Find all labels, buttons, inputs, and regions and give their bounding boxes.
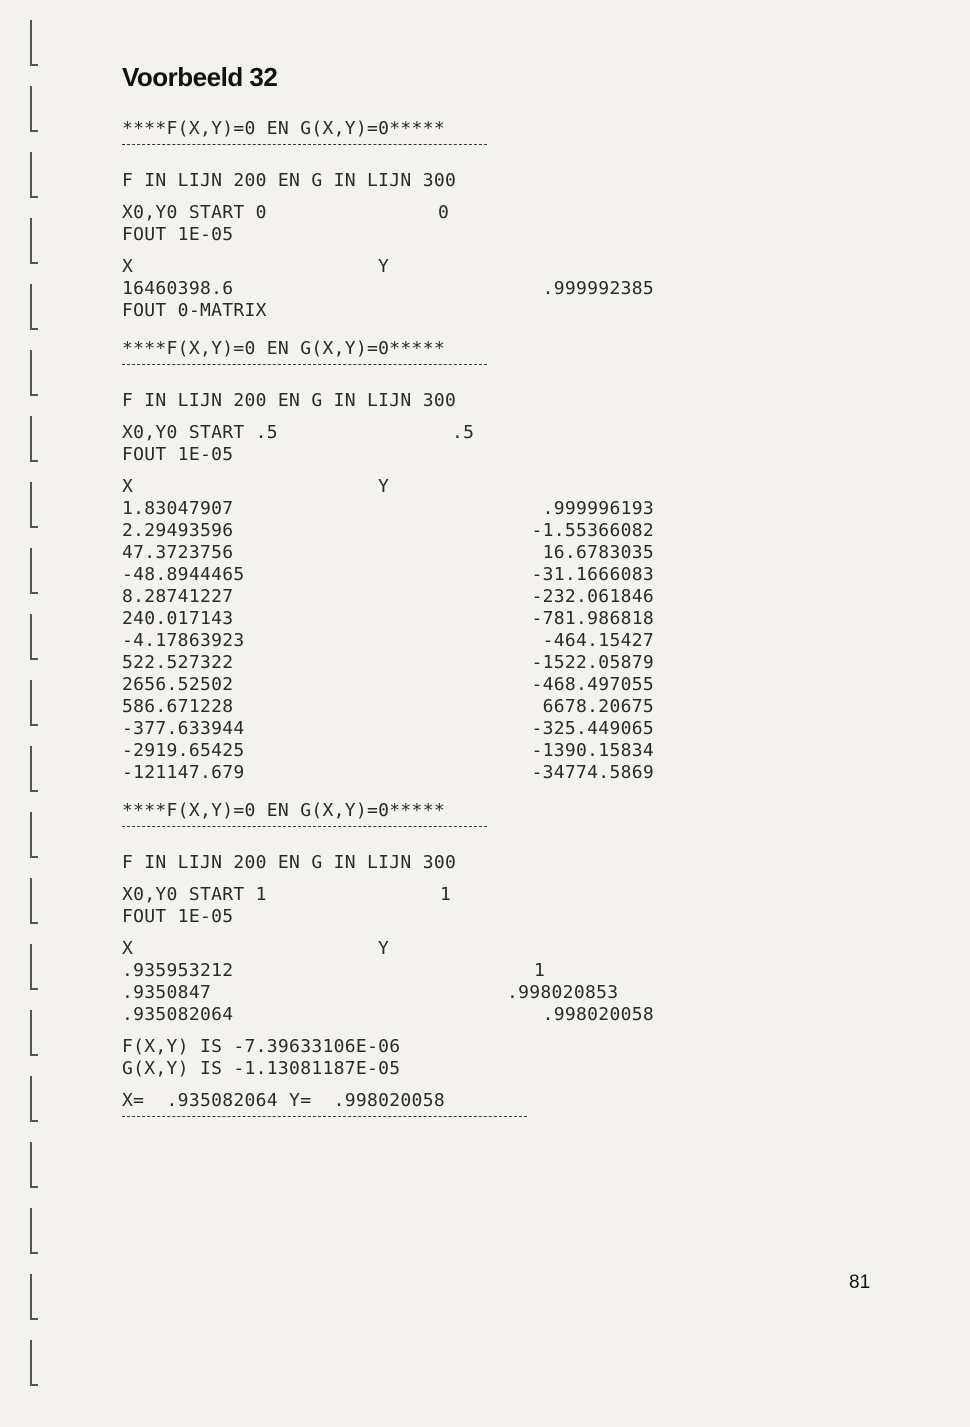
binding-mark: [30, 1010, 38, 1056]
start-label: X0,Y0 START .5: [122, 422, 278, 443]
y-value: 16.6783035: [542, 542, 654, 563]
y-value: -1390.15834: [531, 740, 654, 761]
x-value: 522.527322: [122, 652, 234, 673]
binding-mark: [30, 1340, 38, 1386]
binding-mark: [30, 284, 38, 330]
table-row: [122, 630, 662, 652]
y-value: -232.061846: [531, 586, 654, 607]
y-value: .999992385: [542, 278, 654, 299]
binding-mark: [30, 416, 38, 462]
x-value: 2.29493596: [122, 520, 234, 541]
x-value: 586.671228: [122, 696, 234, 717]
binding-mark: [30, 746, 38, 792]
column-x-header: X: [122, 938, 134, 959]
x-value: 1.83047907: [122, 498, 234, 519]
x-value: 2656.52502: [122, 674, 234, 695]
y-value: .999996193: [542, 498, 654, 519]
table-row: [122, 498, 662, 520]
f-value-line: F(X,Y) IS -7.39633106E-06: [122, 1036, 401, 1057]
dashed-rule: [122, 1116, 527, 1126]
column-x-header: X: [122, 476, 134, 497]
line-info: F IN LIJN 200 EN G IN LIJN 300: [122, 852, 457, 873]
table-row: [122, 652, 662, 674]
dashed-rule: [122, 144, 487, 154]
result-line: X= .935082064 Y= .998020058: [122, 1090, 445, 1111]
start-line: [122, 202, 662, 224]
y-value: 6678.20675: [542, 696, 654, 717]
dashed-rule: [122, 826, 487, 836]
binding-mark: [30, 614, 38, 660]
table-row: [122, 520, 662, 542]
table-row: [122, 696, 662, 718]
x-value: -2919.65425: [122, 740, 245, 761]
fout-line: FOUT 1E-05: [122, 906, 234, 927]
table-row: [122, 718, 662, 740]
table-row: [122, 982, 662, 1004]
start-label: X0,Y0 START 0: [122, 202, 267, 223]
binding-mark: [30, 482, 38, 528]
binding-mark: [30, 86, 38, 132]
column-headers: [122, 256, 662, 278]
binding-mark: [30, 152, 38, 198]
y-value: -781.986818: [531, 608, 654, 629]
binding-mark: [30, 812, 38, 858]
table-row: [122, 564, 662, 586]
line-info: F IN LIJN 200 EN G IN LIJN 300: [122, 390, 457, 411]
x-value: .935082064: [122, 1004, 234, 1025]
table-row: [122, 762, 662, 784]
start-y: .5: [452, 422, 475, 443]
binding-marks: [30, 20, 38, 1410]
error-message: FOUT 0-MATRIX: [122, 300, 267, 321]
binding-mark: [30, 1208, 38, 1254]
fout-line: FOUT 1E-05: [122, 224, 234, 245]
x-value: 240.017143: [122, 608, 234, 629]
binding-mark: [30, 878, 38, 924]
y-value: -1.55366082: [531, 520, 654, 541]
x-value: -48.8944465: [122, 564, 245, 585]
x-value: .935953212: [122, 960, 234, 981]
binding-mark: [30, 548, 38, 594]
column-y-header: Y: [378, 476, 390, 497]
dashed-rule: [122, 364, 487, 374]
binding-mark: [30, 218, 38, 264]
start-y: 1: [440, 884, 452, 905]
x-value: .9350847: [122, 982, 212, 1003]
column-y-header: Y: [378, 256, 390, 277]
x-value: -121147.679: [122, 762, 245, 783]
table-row: [122, 586, 662, 608]
binding-mark: [30, 1274, 38, 1320]
binding-mark: [30, 944, 38, 990]
x-value: 47.3723756: [122, 542, 234, 563]
table-row: [122, 960, 662, 982]
table-row: [122, 674, 662, 696]
banner-line: ****F(X,Y)=0 EN G(X,Y)=0*****: [122, 118, 445, 139]
y-value: 1: [534, 960, 546, 981]
y-value: -1522.05879: [531, 652, 654, 673]
x-value: 8.28741227: [122, 586, 234, 607]
column-headers: [122, 476, 662, 498]
binding-mark: [30, 1076, 38, 1122]
binding-mark: [30, 680, 38, 726]
binding-mark: [30, 1142, 38, 1188]
y-value: -468.497055: [531, 674, 654, 695]
page-heading: Voorbeeld 32: [122, 62, 278, 92]
column-x-header: X: [122, 256, 134, 277]
y-value: -34774.5869: [531, 762, 654, 783]
x-value: -4.17863923: [122, 630, 245, 651]
table-row: [122, 1004, 662, 1026]
start-label: X0,Y0 START 1: [122, 884, 267, 905]
start-line: [122, 884, 662, 906]
program-printout: [122, 118, 662, 1126]
table-row: [122, 278, 662, 300]
binding-mark: [30, 20, 38, 66]
y-value: -464.15427: [542, 630, 654, 651]
column-headers: [122, 938, 662, 960]
x-value: 16460398.6: [122, 278, 234, 299]
y-value: -325.449065: [531, 718, 654, 739]
banner-line: ****F(X,Y)=0 EN G(X,Y)=0*****: [122, 338, 445, 359]
table-row: [122, 608, 662, 630]
banner-line: ****F(X,Y)=0 EN G(X,Y)=0*****: [122, 800, 445, 821]
line-info: F IN LIJN 200 EN G IN LIJN 300: [122, 170, 457, 191]
y-value: -31.1666083: [531, 564, 654, 585]
x-value: -377.633944: [122, 718, 245, 739]
start-line: [122, 422, 662, 444]
y-value: .998020058: [542, 1004, 654, 1025]
binding-mark: [30, 350, 38, 396]
page-number: 81: [849, 1272, 871, 1293]
table-row: [122, 542, 662, 564]
fout-line: FOUT 1E-05: [122, 444, 234, 465]
table-row: [122, 740, 662, 762]
g-value-line: G(X,Y) IS -1.13081187E-05: [122, 1058, 401, 1079]
start-y: 0: [438, 202, 450, 223]
column-y-header: Y: [378, 938, 390, 959]
y-value: .998020853: [507, 982, 619, 1003]
